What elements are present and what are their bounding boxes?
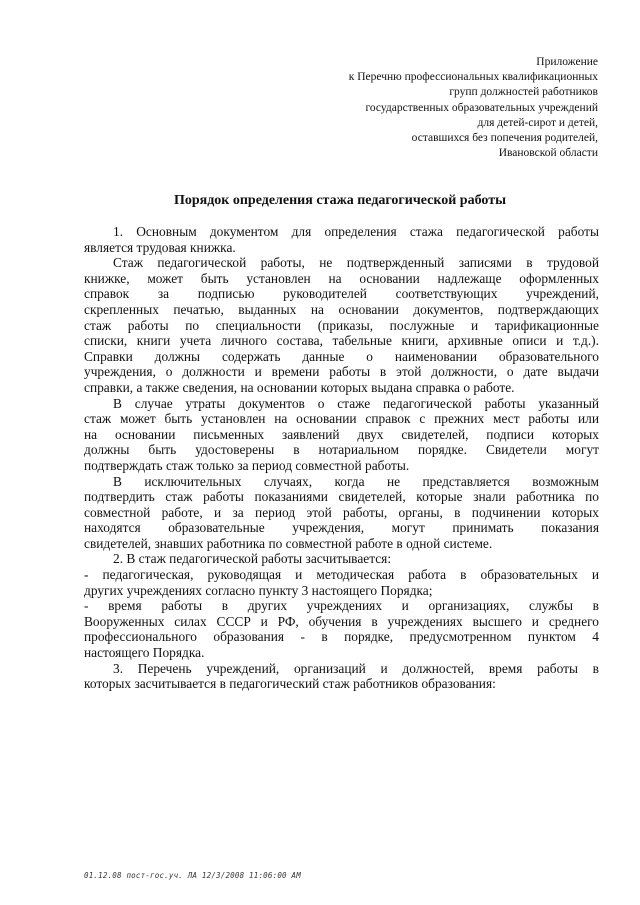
text-line: совместной работе, и за период этой работы, органы, в подчинении которых	[84, 504, 599, 520]
appendix-line: Приложение	[536, 56, 598, 68]
appendix-line: Ивановской области	[498, 147, 598, 160]
text-line: скрепленных печатью, выданных на основании документов, подтверждающих	[84, 301, 599, 317]
text-line: профессионального образования - в порядке, предусмотренном пунктом 4	[84, 629, 599, 645]
text-line: 3. Перечень учреждений, организаций и должностей, время работы в	[113, 660, 599, 676]
text-line: должны быть удостоверены в нотариальном порядке. Свидетели могут	[84, 442, 599, 458]
document-title: Порядок определения стажа педагогической работы	[173, 193, 507, 208]
text-line: является трудовая книжка.	[84, 239, 236, 255]
text-line: В исключительных случаях, когда не представляется возможным	[113, 473, 599, 489]
document-body	[84, 224, 599, 692]
appendix-line: государственных образовательных учреждений	[365, 101, 598, 114]
text-line: - время работы в других учреждениях и организациях, службы в	[84, 598, 599, 614]
text-line: Справки должны содержать данные о наименовании образовательного	[84, 348, 599, 364]
text-line: справки, а также сведения, на основании которых выдана справка о работе.	[84, 379, 515, 395]
text-line: стаж может быть установлен на основании справок с прежних мест работы или	[84, 411, 599, 427]
appendix-line: для детей-сирот и детей,	[477, 116, 598, 129]
text-line: В случае утраты документов о стаже педагогической работы указанный	[113, 395, 599, 411]
text-line: свидетелей, знавших работника по совместной работе в одной системе.	[84, 535, 493, 551]
text-line: учреждения, о должности и времени работы в этой должности, о дате выдачи	[84, 364, 599, 380]
text-line: книжке, может быть установлен на основании надлежаще оформленных	[84, 270, 599, 286]
text-line: стаж работы по специальности (приказы, послужные и тарификационные	[84, 317, 599, 333]
appendix-line: групп должностей работников	[449, 86, 598, 99]
text-line: настоящего Порядка.	[84, 645, 205, 661]
text-line: списки, книги учета личного состава, табельные книги, архивные описи и т.д.).	[84, 333, 599, 349]
text-line: подтвердить стаж работы показаниями свидетелей, которые знали работника по	[84, 489, 599, 505]
text-line: которых засчитывается в педагогический стаж работников образования:	[84, 676, 496, 692]
appendix-line: к Перечню профессиональных квалификационных	[348, 71, 598, 84]
appendix-line: оставшихся без попечения родителей,	[411, 132, 598, 145]
text-line: Вооруженных силах СССР и РФ, обучения в учреждениях высшего и среднего	[84, 613, 599, 629]
text-line: 1. Основным документом для определения стажа педагогической работы	[113, 224, 599, 239]
text-line: Стаж педагогической работы, не подтвержденный записями в трудовой	[113, 255, 599, 271]
text-line: находятся образовательные учреждения, могут принимать показания	[84, 520, 599, 536]
text-line: - педагогическая, руководящая и методическая работа в образовательных и	[84, 567, 599, 583]
text-line: 2. В стаж педагогической работы засчитывается:	[113, 551, 392, 567]
text-line: других учреждениях согласно пункту 3 настоящего Порядка;	[84, 582, 433, 598]
appendix-header	[349, 55, 598, 161]
text-line: подтверждать стаж только за период совместной работы.	[84, 457, 410, 473]
file-footer: 01.12.08 пост-гос.уч. ЛА 12/3/2008 11:06:00 AM	[84, 871, 301, 880]
text-line: справок за подписью руководителей соответствующих учреждений,	[84, 286, 599, 302]
text-line: на основании письменных заявлений двух свидетелей, подписи которых	[84, 426, 599, 442]
